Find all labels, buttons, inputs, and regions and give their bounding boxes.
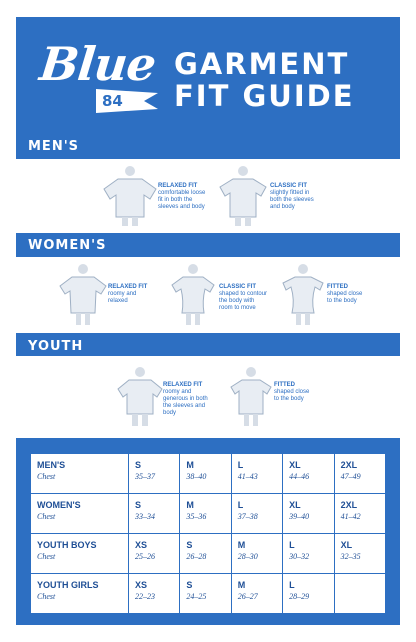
size-label: S — [186, 580, 193, 590]
size-label: M — [186, 500, 194, 510]
chest-range: 37–38 — [237, 512, 258, 521]
youth-relaxed-fit — [163, 382, 208, 417]
size-label: XS — [135, 580, 148, 590]
chest-range: 28–30 — [237, 552, 258, 561]
mens-classic-tshirt-icon — [216, 165, 270, 227]
size-cell — [283, 494, 334, 534]
chest-range: 32–35 — [340, 552, 361, 561]
mens-relaxed-fit — [158, 183, 205, 211]
size-label: M — [186, 460, 194, 470]
youth-fitted-tshirt-icon — [228, 366, 274, 428]
size-label: L — [289, 580, 295, 590]
youth-fitted-fit — [274, 382, 309, 403]
size-label: S — [186, 540, 193, 550]
size-cell — [231, 574, 282, 614]
chest-range: 22–23 — [135, 592, 155, 601]
measure-label: Chest — [37, 552, 56, 561]
size-cell — [231, 534, 282, 574]
size-label: L — [237, 500, 244, 510]
youth-relaxed-tshirt-icon — [116, 366, 164, 428]
size-row — [31, 494, 386, 534]
fit-desc: and body — [270, 204, 295, 210]
chest-range: 33–34 — [135, 512, 155, 521]
fit-desc: comfortable loose — [158, 190, 206, 196]
chest-range: 44–46 — [289, 472, 310, 481]
chest-range: 30–32 — [289, 552, 310, 561]
chest-range: 35–36 — [186, 512, 207, 521]
fit-desc: roomy and — [163, 389, 192, 395]
size-cell — [231, 494, 282, 534]
chest-range: 28–29 — [289, 592, 310, 601]
size-label: S — [135, 500, 142, 510]
womens-fit-band — [16, 257, 400, 333]
chest-range: 24–25 — [186, 592, 207, 601]
size-label: S — [135, 460, 142, 470]
fit-desc: both the sleeves — [270, 197, 314, 203]
chest-range: 35–37 — [135, 472, 155, 481]
size-cell — [283, 454, 334, 494]
logo-number: 84 — [102, 92, 123, 110]
size-cell — [180, 454, 231, 494]
womens-classic-tshirt-icon — [168, 263, 218, 327]
chest-range: 41–42 — [340, 512, 361, 521]
size-chart-table — [30, 453, 386, 614]
title-line-2: FIT GUIDE — [174, 79, 355, 113]
garment-group: YOUTH GIRLS — [37, 580, 99, 590]
womens-fitted-tshirt-icon — [280, 263, 326, 327]
size-label: L — [289, 540, 295, 550]
fit-desc: relaxed — [108, 298, 128, 304]
fit-desc: slightly fitted in — [270, 190, 310, 196]
fit-desc: sleeves and body — [158, 204, 205, 210]
size-cell — [129, 534, 180, 574]
youth-fit-band — [16, 356, 400, 438]
chest-range: 39–40 — [289, 512, 310, 521]
chest-range: 25–26 — [135, 552, 155, 561]
size-cell — [129, 454, 180, 494]
fit-guide-poster — [16, 17, 400, 625]
size-row — [31, 454, 386, 494]
size-label: M — [237, 580, 246, 590]
fit-name: FITTED — [274, 382, 295, 388]
size-row-label — [31, 494, 129, 534]
size-label: XS — [135, 540, 148, 550]
measure-label: Chest — [37, 512, 56, 521]
fit-desc: body — [163, 410, 177, 416]
size-label: 2XL — [340, 500, 358, 510]
size-row-label — [31, 454, 129, 494]
fit-desc: generous in both — [163, 396, 208, 402]
size-cell — [283, 574, 334, 614]
size-cell — [334, 454, 385, 494]
size-row-label — [31, 534, 129, 574]
size-label: XL — [289, 500, 301, 510]
mens-section-label: MEN'S — [28, 139, 80, 154]
size-cell — [180, 534, 231, 574]
youth-section-label: YOUTH — [28, 339, 84, 354]
measure-label: Chest — [37, 472, 56, 481]
garment-group: MEN'S — [37, 460, 66, 470]
fit-desc: the sleeves and — [163, 403, 206, 409]
fit-desc: to the body — [327, 298, 357, 304]
size-row-label — [31, 574, 129, 614]
fit-name: RELAXED FIT — [163, 382, 203, 388]
size-cell — [180, 574, 231, 614]
size-label: L — [237, 460, 244, 470]
fit-name: RELAXED FIT — [108, 284, 148, 290]
chest-range: 38–40 — [186, 472, 207, 481]
size-row — [31, 534, 386, 574]
measure-label: Chest — [37, 592, 56, 601]
fit-name: RELAXED FIT — [158, 183, 198, 189]
garment-group: WOMEN'S — [37, 500, 81, 510]
womens-classic-fit — [219, 284, 267, 312]
womens-relaxed-fit — [108, 284, 147, 305]
fit-desc: to the body — [274, 396, 304, 402]
fit-name: FITTED — [327, 284, 348, 290]
mens-classic-fit — [270, 183, 314, 211]
womens-fitted-fit — [327, 284, 362, 305]
size-cell — [129, 574, 180, 614]
chest-range: 41–43 — [237, 472, 258, 481]
title-line-1: GARMENT — [174, 47, 350, 81]
size-cell — [231, 454, 282, 494]
size-cell — [334, 574, 385, 614]
fit-name: CLASSIC FIT — [219, 284, 256, 290]
size-cell — [334, 494, 385, 534]
size-cell — [334, 534, 385, 574]
mens-fit-band — [16, 159, 400, 233]
fit-desc: shaped to contour — [219, 291, 268, 297]
fit-desc: shaped close — [274, 389, 310, 395]
womens-relaxed-tshirt-icon — [58, 263, 108, 327]
fit-desc: fit in both the — [158, 197, 193, 203]
garment-group: YOUTH BOYS — [37, 540, 97, 550]
size-label: XL — [340, 540, 353, 550]
size-cell — [180, 494, 231, 534]
womens-section-label: WOMEN'S — [28, 238, 107, 253]
page-title — [174, 48, 355, 112]
chest-range: 47–49 — [340, 472, 361, 481]
size-label: 2XL — [340, 460, 358, 470]
logo-wordmark: Blue — [37, 37, 158, 91]
fit-name: CLASSIC FIT — [270, 183, 307, 189]
size-label: XL — [289, 460, 301, 470]
size-cell — [283, 534, 334, 574]
fit-desc: room to move — [219, 305, 256, 311]
chest-range: 26–27 — [237, 592, 258, 601]
mens-relaxed-tshirt-icon — [102, 165, 158, 227]
brand-logo — [37, 37, 168, 133]
size-label: M — [237, 540, 246, 550]
fit-desc: the body with — [219, 298, 255, 304]
size-row — [31, 574, 386, 614]
chest-range: 26–28 — [186, 552, 207, 561]
fit-desc: roomy and — [108, 291, 137, 297]
size-cell — [129, 494, 180, 534]
fit-desc: shaped close — [327, 291, 363, 297]
